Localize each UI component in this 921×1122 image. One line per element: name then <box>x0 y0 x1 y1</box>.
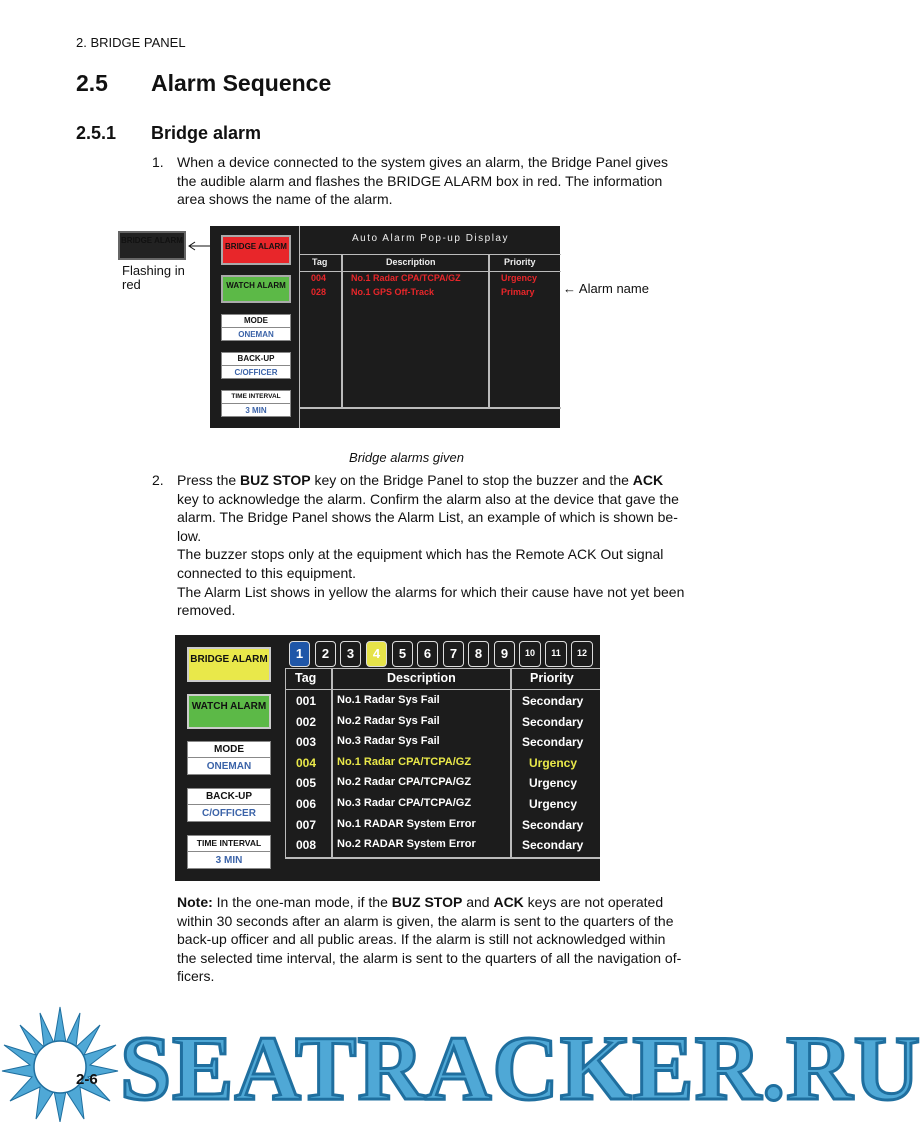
row-description: No.3 Radar CPA/TCPA/GZ <box>337 797 472 809</box>
sun-logo-icon <box>0 1005 120 1122</box>
mode-box[interactable] <box>221 314 291 341</box>
watch-alarm-button[interactable]: WATCH ALARM <box>187 694 271 729</box>
note-line: back-up officer and all public areas. If the alarm is still not acknowledged within <box>177 931 666 948</box>
step-2-line: alarm. The Bridge Panel shows the Alarm List, an example of which is shown be- <box>177 509 678 526</box>
mode-value: ONEMAN <box>238 330 274 339</box>
row-priority: Secondary <box>522 817 584 832</box>
row-tag: 004 <box>296 755 317 770</box>
table-row[interactable] <box>285 732 600 753</box>
page-tab-4[interactable]: 4 <box>366 641 387 667</box>
table-row[interactable] <box>285 773 600 794</box>
row-priority: Secondary <box>522 735 584 750</box>
row-description: No.1 RADAR System Error <box>337 817 476 830</box>
table-row[interactable] <box>300 287 561 301</box>
row-description: No.1 GPS Off-Track <box>351 287 435 297</box>
flashing-label <box>122 264 202 292</box>
key-ack: ACK <box>493 894 524 910</box>
row-priority: Primary <box>501 287 535 297</box>
page-tab-9[interactable]: 9 <box>494 641 515 667</box>
table-row[interactable] <box>300 273 561 287</box>
bridge-alarm-button[interactable]: BRIDGE ALARM <box>187 647 271 682</box>
flashing-label-line: red <box>122 277 141 292</box>
table-row[interactable] <box>285 691 600 712</box>
row-priority: Urgency <box>529 797 578 811</box>
running-header: 2. BRIDGE PANEL <box>76 35 186 50</box>
step-2-line: The buzzer stops only at the equipment which has the Remote ACK Out signal <box>177 546 664 563</box>
step-1-line: the audible alarm and flashes the BRIDGE ALARM box in red. The information <box>177 172 663 189</box>
table-row-active[interactable] <box>285 753 600 774</box>
alarm-list-figure <box>175 635 600 881</box>
header-description: Description <box>387 671 456 685</box>
step-2-number: 2. <box>152 472 164 488</box>
subsection-title: Bridge alarm <box>151 123 262 143</box>
row-tag: 001 <box>296 694 317 708</box>
mode-box[interactable] <box>187 741 271 775</box>
backup-box[interactable] <box>187 788 271 822</box>
alarm-name-label: ← Alarm name <box>563 281 649 296</box>
step-2-line <box>177 471 717 490</box>
page-tabs <box>285 635 600 671</box>
row-priority: Urgency <box>529 776 578 791</box>
page-tab-1[interactable]: 1 <box>289 641 310 667</box>
mode-label: MODE <box>222 315 290 328</box>
note-text <box>177 893 717 986</box>
popup-table-header <box>300 254 561 272</box>
row-description: No.1 Radar CPA/TCPA/GZ <box>351 273 461 283</box>
step-1-text <box>177 153 707 209</box>
text: Press the <box>177 472 241 488</box>
popup-footer-line <box>300 407 561 409</box>
note-line: ficers. <box>177 968 215 985</box>
row-tag: 003 <box>296 735 317 750</box>
row-tag: 004 <box>311 273 327 283</box>
note-line: within 30 seconds after an alarm is given, the alarm is sent to the quarters of the <box>177 912 674 929</box>
key-ack: ACK <box>632 472 664 488</box>
backup-label: BACK-UP <box>222 353 290 366</box>
table-bottom-line <box>285 857 600 859</box>
step-1-line: area shows the name of the alarm. <box>177 191 393 208</box>
row-priority: Secondary <box>522 694 584 708</box>
row-priority: Urgency <box>529 755 578 770</box>
header-description: Description <box>386 257 436 267</box>
row-tag: 002 <box>296 714 317 729</box>
text: In the one-man mode, if the <box>212 894 392 910</box>
mode-value: ONEMAN <box>206 761 252 772</box>
page-tab-10[interactable]: 10 <box>519 641 541 667</box>
page-tab-7[interactable]: 7 <box>443 641 464 667</box>
text: and <box>462 894 494 910</box>
page-tab-12[interactable]: 12 <box>571 641 593 667</box>
watch-alarm-button[interactable]: WATCH ALARM <box>221 275 291 303</box>
header-tag: Tag <box>312 257 328 267</box>
header-priority: Priority <box>504 257 536 267</box>
time-interval-value: 3 MIN <box>245 406 267 415</box>
step-2-text <box>177 471 717 620</box>
text: key on the Bridge Panel to stop the buzzer and the <box>310 472 633 488</box>
row-priority: Urgency <box>501 273 538 283</box>
row-tag: 007 <box>296 817 317 832</box>
row-description: No.1 Radar CPA/TCPA/GZ <box>337 755 472 768</box>
step-2-line: key to acknowledge the alarm. Confirm the alarm also at the device that gave the <box>177 490 679 507</box>
row-tag: 008 <box>296 838 317 853</box>
table-row[interactable] <box>285 794 600 815</box>
text: keys are not operated <box>523 894 664 910</box>
row-description: No.3 Radar Sys Fail <box>337 735 440 748</box>
page-tab-2[interactable]: 2 <box>315 641 336 667</box>
key-buz-stop: BUZ STOP <box>391 894 463 910</box>
step-1-number: 1. <box>152 154 164 170</box>
table-row[interactable] <box>285 835 600 856</box>
watermark-text: SEATRACKER.RU <box>120 1017 921 1119</box>
step-2-line: connected to this equipment. <box>177 564 357 581</box>
time-interval-box[interactable] <box>221 390 291 417</box>
section-title: Alarm Sequence <box>151 70 332 96</box>
flashing-label-line: Flashing in <box>122 263 185 278</box>
time-interval-value: 3 MIN <box>215 855 243 866</box>
figure-caption: Bridge alarms given <box>349 450 464 465</box>
page-tab-8[interactable]: 8 <box>468 641 489 667</box>
time-interval-label: TIME INTERVAL <box>188 836 270 852</box>
step-1-line: When a device connected to the system gives an alarm, the Bridge Panel gives <box>177 154 669 170</box>
mode-label: MODE <box>188 742 270 758</box>
time-interval-label: TIME INTERVAL <box>222 391 290 404</box>
bridge-alarm-button[interactable]: BRIDGE ALARM <box>221 235 291 265</box>
header-tag: Tag <box>295 671 317 685</box>
page-tab-5[interactable]: 5 <box>392 641 413 667</box>
row-tag: 006 <box>296 797 317 811</box>
backup-value: C/OFFICER <box>202 808 256 819</box>
key-buz-stop: BUZ STOP <box>240 472 311 488</box>
subsection-number: 2.5.1 <box>76 123 117 143</box>
page-tab-11[interactable]: 11 <box>545 641 567 667</box>
row-description: No.2 Radar CPA/TCPA/GZ <box>337 776 472 789</box>
row-description: No.2 RADAR System Error <box>337 838 476 851</box>
popup-title: Auto Alarm Pop-up Display <box>351 233 509 244</box>
row-description: No.1 Radar Sys Fail <box>337 694 440 706</box>
note-label: Note: <box>177 894 213 910</box>
header-priority: Priority <box>530 671 574 685</box>
backup-label: BACK-UP <box>188 789 270 805</box>
table-row[interactable] <box>285 815 600 836</box>
bridge-panel-popup-figure <box>210 226 560 428</box>
step-2-line: removed. <box>177 602 236 619</box>
step-2-line: low. <box>177 527 202 544</box>
page-number: 2-6 <box>76 1071 98 1088</box>
note-line: the selected time interval, the alarm is sent to the quarters of all the navigation of- <box>177 949 682 966</box>
note-line <box>177 893 717 912</box>
page-tab-3[interactable]: 3 <box>340 641 361 667</box>
time-interval-box[interactable] <box>187 835 271 869</box>
table-row[interactable] <box>285 712 600 733</box>
row-description: No.2 Radar Sys Fail <box>337 714 440 727</box>
row-tag: 028 <box>311 287 327 297</box>
popup-display <box>299 226 561 428</box>
page-tab-6[interactable]: 6 <box>417 641 438 667</box>
row-tag: 005 <box>296 776 317 791</box>
step-2-line: The Alarm List shows in yellow the alarms for which their cause have not yet been <box>177 583 685 600</box>
row-priority: Secondary <box>522 714 584 729</box>
backup-box[interactable] <box>221 352 291 379</box>
section-number: 2.5 <box>76 70 108 96</box>
external-bridge-alarm-box: BRIDGE ALARM <box>118 231 186 260</box>
backup-value: C/OFFICER <box>234 368 278 377</box>
row-priority: Secondary <box>522 838 584 853</box>
